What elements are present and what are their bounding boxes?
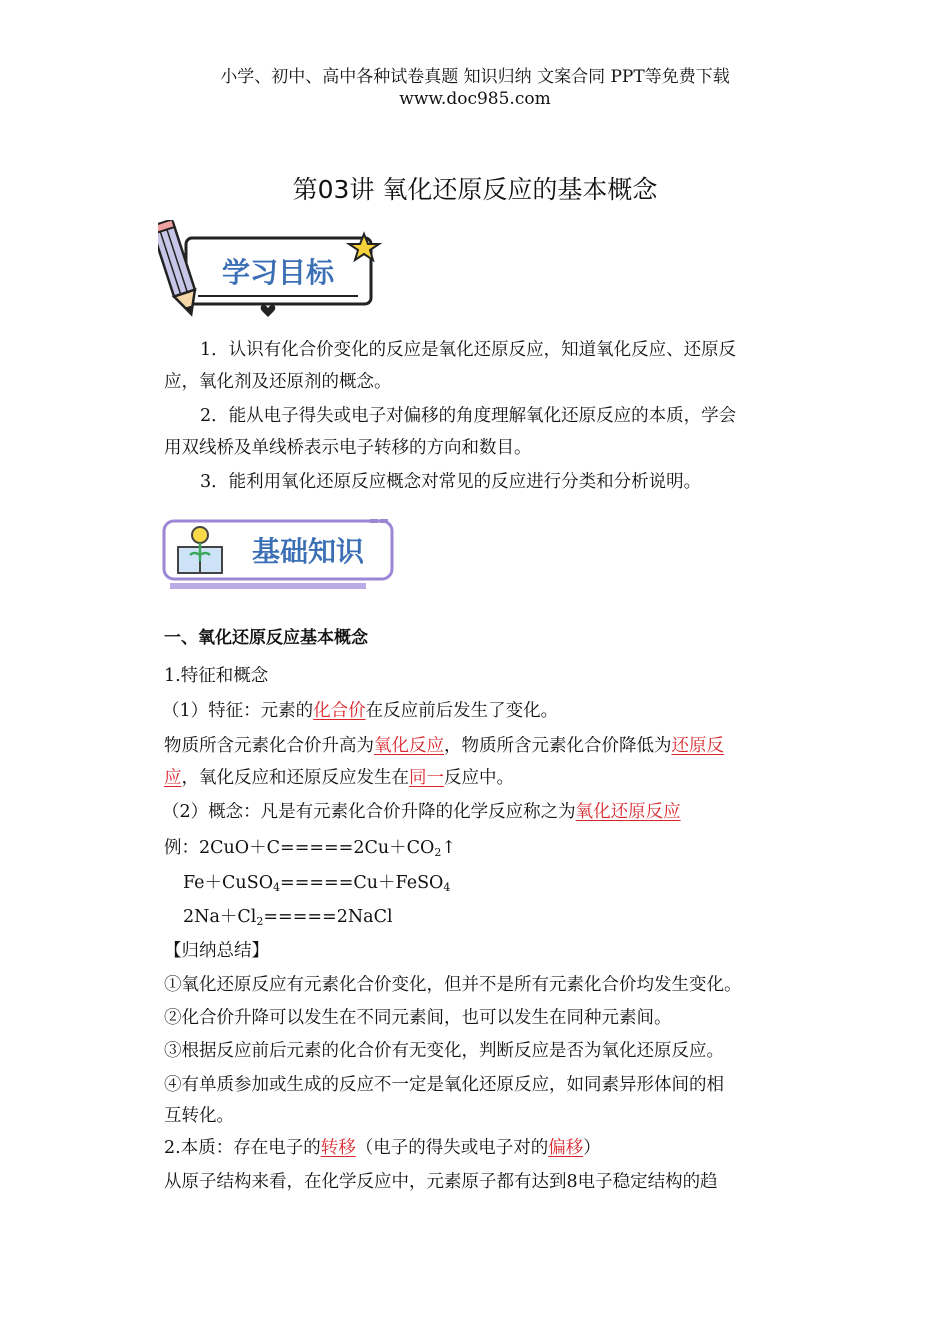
pencil-star-badge-icon — [158, 220, 383, 320]
key-transfer: 转移 — [320, 1138, 356, 1158]
oxidation-reduction-line-2 — [164, 766, 804, 790]
objectives-badge — [158, 220, 383, 320]
concept-pre: （2）概念：凡是有元素化合价升降的化学反应称之为 — [162, 802, 576, 822]
objective-1-line-2: 应，氧化剂及还原剂的概念。 — [164, 372, 392, 392]
eq2-subscript-2: 4 — [443, 881, 451, 894]
eq2-text-b: =====Cu＋FeSO — [280, 873, 444, 893]
equation-1 — [164, 836, 804, 860]
concept-line — [162, 800, 802, 824]
objective-1-line-1: 1．认识有化合价变化的反应是氧化还原反应，知道氧化反应、还原反 — [200, 340, 737, 360]
eq3-text-b: =====2NaCl — [263, 907, 393, 927]
eq1-text: 例：2CuO＋C=====2Cu＋CO — [164, 838, 435, 858]
key-redox-reaction: 氧化还原反应 — [575, 802, 681, 822]
l3-mid: ，氧化反应和还原反应发生在 — [181, 768, 409, 788]
objective-2-line-1: 2．能从电子得失或电子对偏移的角度理解氧化还原反应的本质，学会 — [200, 406, 737, 426]
equation-3 — [183, 905, 823, 929]
basics-badge — [160, 517, 400, 597]
objective-2-line-2: 用双线桥及单线桥表示电子转移的方向和数目。 — [164, 438, 532, 458]
l3-post: 反应中。 — [444, 768, 514, 788]
nature-post: ） — [583, 1138, 601, 1158]
key-reduction-reaction-part1: 还原反 — [671, 736, 724, 756]
eq2-text-a: Fe＋CuSO — [183, 873, 274, 893]
objectives-badge-text: 学习目标 — [221, 256, 335, 289]
page-title: 第03讲 氧化还原反应的基本概念 — [292, 175, 658, 204]
summary-item-4-line-2: 互转化。 — [164, 1106, 234, 1126]
header-url: www.doc985.com — [399, 89, 551, 109]
eq1-arrow: ↑ — [441, 838, 457, 858]
equation-2 — [183, 871, 823, 895]
summary-item-2: ②化合价升降可以发生在不同元素间，也可以发生在同种元素间。 — [164, 1008, 672, 1028]
objective-3: 3．能利用氧化还原反应概念对常见的反应进行分类和分析说明。 — [200, 472, 702, 492]
feature-key-valence: 化合价 — [313, 701, 366, 721]
eq3-text-a: 2Na＋Cl — [183, 907, 257, 927]
key-oxidation-reaction: 氧化反应 — [374, 736, 444, 756]
eq3-subscript: 2 — [256, 915, 264, 928]
basics-badge-text: 基础知识 — [251, 535, 365, 568]
key-same: 同一 — [409, 768, 444, 788]
nature-line — [164, 1136, 804, 1160]
eq2-subscript-1: 4 — [273, 881, 281, 894]
nature-mid: （电子的得失或电子对的 — [355, 1138, 549, 1158]
oxidation-reduction-line-1 — [164, 734, 804, 758]
feature-line — [162, 699, 802, 723]
key-shift: 偏移 — [548, 1138, 584, 1158]
nature-pre: 2.本质：存在电子的 — [164, 1138, 321, 1158]
key-reduction-reaction-part2: 应 — [164, 768, 182, 788]
atomic-structure-line: 从原子结构来看，在化学反应中，元素原子都有达到8电子稳定结构的趋 — [164, 1172, 718, 1192]
feature-pre: （1）特征：元素的 — [162, 701, 314, 721]
summary-title: 【归纳总结】 — [164, 941, 269, 961]
header-line-1: 小学、初中、高中各种试卷真题 知识归纳 文案合同 PPT等免费下载 — [220, 67, 730, 87]
l2-pre: 物质所含元素化合价升高为 — [164, 736, 374, 756]
book-lightbulb-badge-icon — [160, 517, 400, 597]
section-1-heading: 一、氧化还原反应基本概念 — [164, 628, 368, 648]
summary-item-1: ①氧化还原反应有元素化合价变化，但并不是所有元素化合价均发生变化。 — [164, 975, 742, 995]
summary-item-4-line-1: ④有单质参加或生成的反应不一定是氧化还原反应，如同素异形体间的相 — [164, 1075, 724, 1095]
sub-heading-features: 1.特征和概念 — [164, 666, 269, 686]
feature-post: 在反应前后发生了变化。 — [365, 701, 559, 721]
l2-mid: ，物质所含元素化合价降低为 — [444, 736, 672, 756]
summary-item-3: ③根据反应前后元素的化合价有无变化，判断反应是否为氧化还原反应。 — [164, 1041, 724, 1061]
eq1-subscript: 2 — [434, 846, 442, 859]
